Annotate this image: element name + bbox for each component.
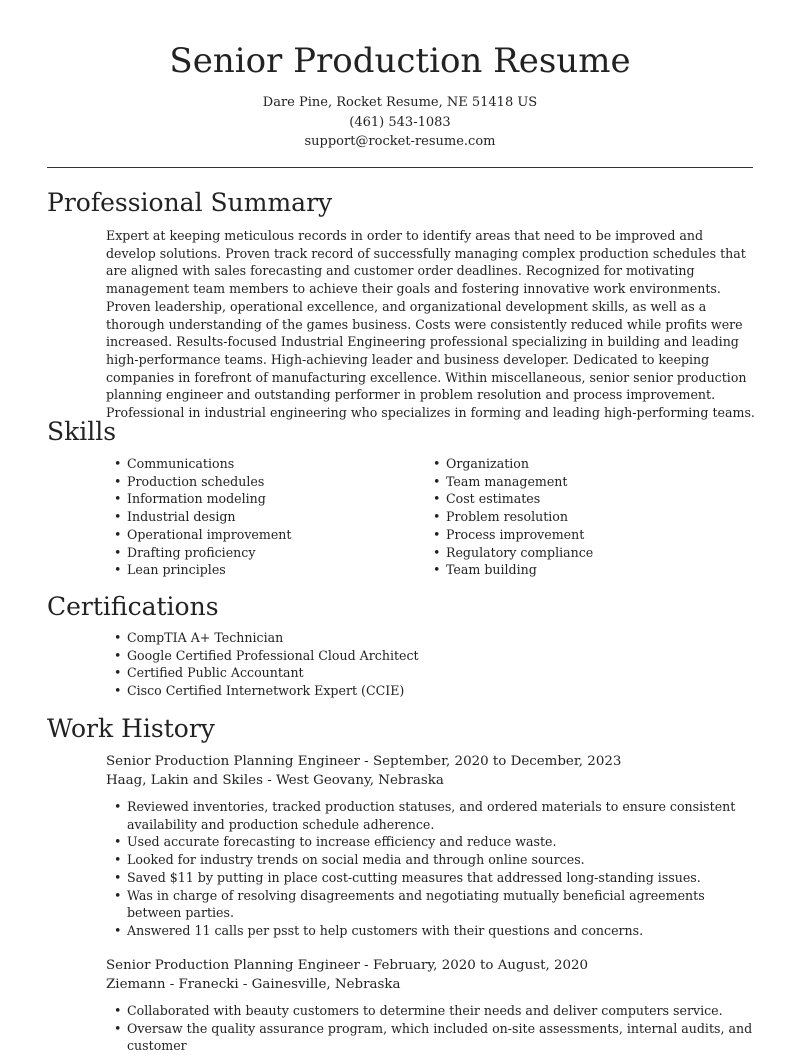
job-title: Senior Production Planning Engineer — [106, 754, 360, 769]
job-title-line: Senior Production Planning Engineer - February, 2020 to August, 2020 — [106, 958, 589, 973]
certification-item: • Cisco Certified Internetwork Expert (CCIE) — [106, 682, 746, 700]
job-dates: February, 2020 to August, 2020 — [372, 958, 589, 973]
skill-item: • Industrial design — [106, 508, 406, 526]
job-title: Senior Production Planning Engineer — [106, 958, 360, 973]
skills-list-left — [106, 455, 406, 579]
contact-block — [0, 93, 800, 152]
skill-item: • Team building — [425, 561, 725, 579]
job-bullet: • Collaborated with beauty customers to determine their needs and deliver computers service. — [106, 1002, 756, 1020]
skills-list-right — [425, 455, 725, 579]
phone-line: (461) 543-1083 — [349, 114, 451, 130]
certification-item: • Certified Public Accountant — [106, 664, 746, 682]
job-company: Haag, Lakin and Skiles — [106, 773, 263, 788]
summary-heading: Professional Summary — [47, 188, 333, 217]
job-bullet: • Was in charge of resolving disagreements and negotiating mutually beneficial agreements between parties. — [106, 887, 756, 922]
certifications-list — [106, 629, 746, 700]
job-bullet: • Answered 11 calls per psst to help customers with their questions and concerns. — [106, 922, 756, 940]
skill-item: • Process improvement — [425, 526, 725, 544]
skill-item: • Problem resolution — [425, 508, 725, 526]
skill-item: • Organization — [425, 455, 725, 473]
job-location: West Geovany, Nebraska — [276, 773, 444, 788]
email-line: support@rocket-resume.com — [304, 134, 496, 149]
skill-item: • Team management — [425, 473, 725, 491]
skill-item: • Regulatory compliance — [425, 544, 725, 562]
skill-item: • Lean principles — [106, 561, 406, 579]
job-title-line: Senior Production Planning Engineer - September, 2020 to December, 2023 — [106, 754, 622, 769]
job-header — [106, 956, 756, 994]
skill-item: • Drafting proficiency — [106, 544, 406, 562]
skill-item: • Operational improvement — [106, 526, 406, 544]
skill-item: • Production schedules — [106, 473, 406, 491]
job-bullet: • Reviewed inventories, tracked production statuses, and ordered materials to ensure consistent availability and production schedule adherence. — [106, 798, 756, 833]
certifications-heading: Certifications — [47, 592, 219, 621]
job-header — [106, 752, 756, 790]
job-bullet: • Looked for industry trends on social media and through online sources. — [106, 851, 756, 869]
job-bullet: • Saved $11 by putting in place cost-cutting measures that addressed long-standing issues. — [106, 869, 756, 887]
skill-item: • Communications — [106, 455, 406, 473]
job-bullet: • Oversaw the quality assurance program, which included on-site assessments, internal audits, and customer — [106, 1020, 756, 1055]
resume-title: Senior Production Resume — [169, 41, 631, 81]
skill-item: • Information modeling — [106, 490, 406, 508]
summary-text: Expert at keeping meticulous records in order to identify areas that need to be improved and develop solutions. Proven track record of successfully managing complex production schedules that are aligned with sales forecasting and customer order deadlines. Recognized for motivating management team members to achieve their goals and fostering innovative work environments. Proven leadership, operational excellence, and organizational development skills, as well as a thorough understanding of the games business. Costs were consistently reduced while profits were increased. Results-focused Industrial Engineering professional specializing in building and leading high-performance teams. High-achieving leader and business developer. Dedicated to keeping companies in forefront of manufacturing excellence. Within miscellaneous, senior senior production planning engineer and outstanding performer in problem resolution and process improvement. Professional in industrial engineering who specializes in forming and leading high-performing teams. — [106, 228, 755, 421]
certification-item: • Google Certified Professional Cloud Architect — [106, 647, 746, 665]
work-history-heading: Work History — [47, 714, 215, 743]
header-divider — [47, 167, 753, 168]
job-bullets — [106, 798, 756, 940]
job-company: Ziemann - Franecki — [106, 977, 239, 992]
certification-item: • CompTIA A+ Technician — [106, 629, 746, 647]
job-dates: September, 2020 to December, 2023 — [372, 754, 622, 769]
address-line: Dare Pine, Rocket Resume, NE 51418 US — [262, 95, 538, 110]
job-company-line: Haag, Lakin and Skiles - West Geovany, Nebraska — [106, 773, 444, 788]
skill-item: • Cost estimates — [425, 490, 725, 508]
job-bullets — [106, 1002, 756, 1055]
job-location: Gainesville, Nebraska — [251, 977, 401, 992]
skills-heading: Skills — [47, 417, 117, 446]
job-company-line: Ziemann - Franecki - Gainesville, Nebraska — [106, 977, 401, 992]
job-bullet: • Used accurate forecasting to increase efficiency and reduce waste. — [106, 833, 756, 851]
